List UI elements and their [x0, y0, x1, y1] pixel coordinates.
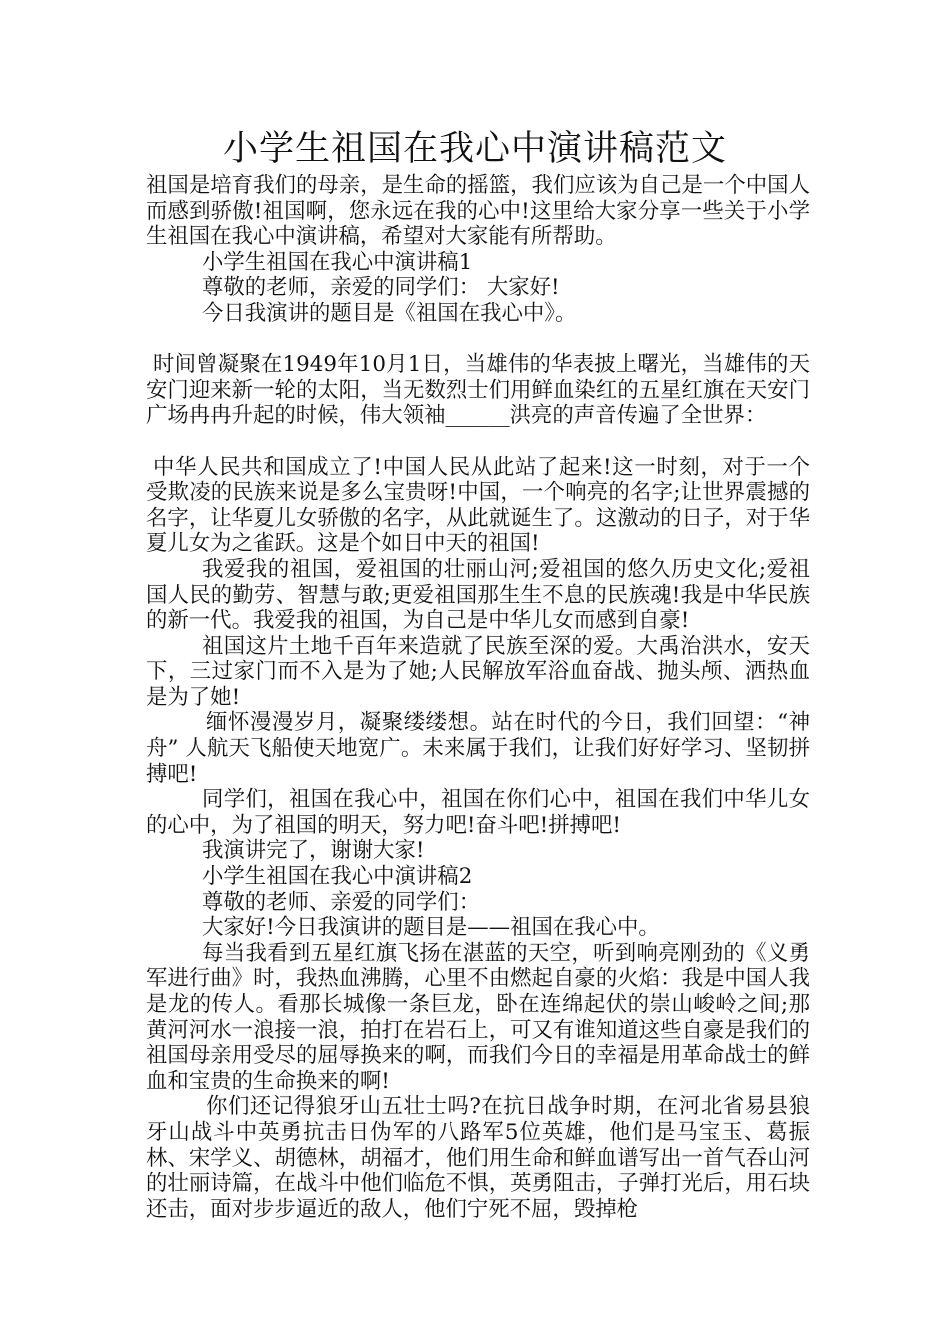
speech-1-greeting: 尊敬的老师，亲爱的同学们： 大家好!: [202, 275, 560, 301]
speech-2-greeting: 尊敬的老师、亲爱的同学们：: [202, 889, 481, 915]
speech-2-topic: 大家好!今日我演讲的题目是——祖国在我心中。: [202, 915, 660, 941]
speech-1-paragraph: 中华人民共和国成立了!中国人民从此站了起来!这一时刻，对于一个受欺凌的民族来说是多么宝贵呀!中国，一个响亮的名字;让世界震撼的名字，让华夏儿女骄傲的名字，从此就诞生了。这激动的日子，对于华夏儿女为之雀跃。这是个如日中天的祖国!: [146, 454, 810, 557]
speech-1-paragraph: 同学们，祖国在我心中，祖国在你们心中，祖国在我们中华儿女的心中，为了祖国的明天，努力吧!奋斗吧!拼搏吧!: [146, 787, 810, 838]
speech-1-topic: 今日我演讲的题目是《祖国在我心中》。: [202, 300, 577, 326]
speech-2-heading: 小学生祖国在我心中演讲稿2: [202, 864, 473, 890]
speech-1-paragraph: 时间曾凝聚在1949年10月1日，当雄伟的华表披上曙光，当雄伟的天安门迎来新一轮的太阳，当无数烈士们用鲜血染红的五星红旗在天安门广场冉冉升起的时候，伟大领袖______洪亮的声音传遍了全世界：: [146, 352, 810, 429]
speech-2-paragraph: 你们还记得狼牙山五壮士吗?在抗日战争时期，在河北省易县狼牙山战斗中英勇抗击日伪军的八路军5位英雄，他们是马宝玉、葛振林、宋学义、胡德林，胡福才，他们用生命和鲜血谱写出一首气吞山河的壮丽诗篇，在战斗中他们临危不惧，英勇阻击，子弹打光后，用石块还击，面对步步逼近的敌人，他们宁死不屈，毁掉枪: [146, 1094, 810, 1222]
speech-1-paragraph: 祖国这片土地千百年来造就了民族至深的爱。大禹治洪水，安天下，三过家门而不入是为了她;人民解放军浴血奋战、抛头颅、洒热血是为了她!: [146, 633, 810, 710]
intro-paragraph: 祖国是培育我们的母亲，是生命的摇篮，我们应该为自己是一个中国人而感到骄傲!祖国啊，您永远在我的心中!这里给大家分享一些关于小学生祖国在我心中演讲稿，希望对大家能有所帮助。: [146, 173, 810, 250]
speech-1-paragraph: 我爱我的祖国，爱祖国的壮丽山河;爱祖国的悠久历史文化;爱祖国人民的勤劳、智慧与敢;更爱祖国那生生不息的民族魂!我是中华民族的新一代。我爱我的祖国，为自己是中华儿女而感到自豪!: [146, 556, 810, 634]
document-body: [146, 173, 810, 1222]
speech-2-paragraph: 每当我看到五星红旗飞扬在湛蓝的天空，听到响亮刚劲的《义勇军进行曲》时，我热血沸腾，心里不由燃起自豪的火焰：我是中国人我是龙的传人。看那长城像一条巨龙，卧在连绵起伏的崇山峻岭之间;那黄河河水一浪接一浪，拍打在岩石上，可又有谁知道这些自豪是我们的祖国母亲用受尽的屈辱换来的啊，而我们今日的幸福是用革命战士的鲜血和宝贵的生命换来的啊!: [146, 940, 810, 1094]
speech-1-closing: 我演讲完了，谢谢大家!: [202, 838, 425, 864]
speech-1-heading: 小学生祖国在我心中演讲稿1: [202, 249, 473, 275]
paragraph-gap: [146, 429, 810, 455]
document-title: 小学生祖国在我心中演讲稿范文: [222, 129, 727, 169]
speech-1-paragraph: 缅怀漫漫岁月，凝聚缕缕想。站在时代的今日，我们回望：“神 舟” 人航天飞船使天地宽广。未来属于我们，让我们好好学习、坚韧拼搏吧!: [146, 710, 810, 787]
paragraph-gap: [146, 327, 810, 353]
